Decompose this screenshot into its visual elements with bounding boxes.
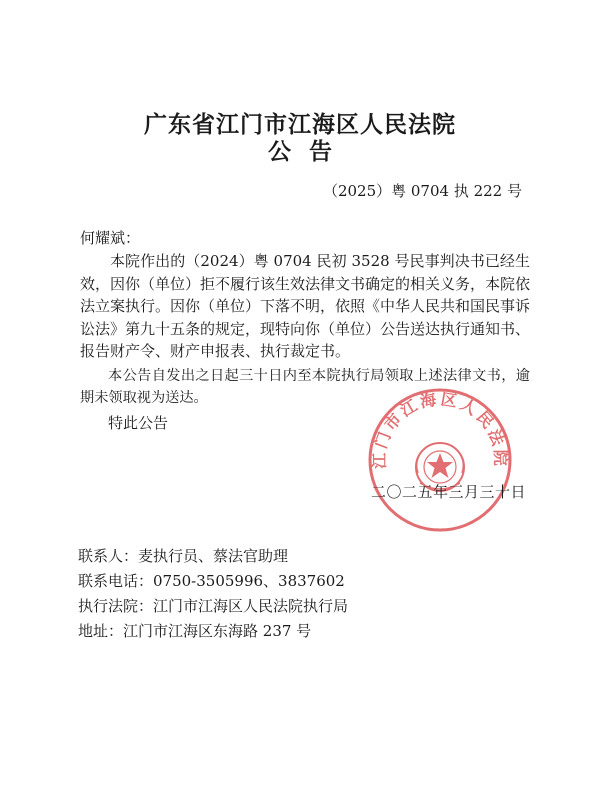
notice-paragraph-1: 本院作出的（2024）粤 0704 民初 3528 号民事判决书已经生效，因你（单位）拒不履行该生效法律文书确定的相关义务，本院依法立案执行。因你（单位）下落不明，依照《中华人民共和国民事诉讼法》第九十五条的规定，现特向你（单位）公告送达执行通知书、报告财产令、财产申报表、执行裁定书。 [80, 252, 531, 361]
executing-court: 执行法院：江门市江海区人民法院执行局 [78, 597, 349, 615]
notice-title: 公告 [268, 138, 350, 165]
case-number: （2025）粤 0704 执 222 号 [322, 182, 522, 200]
issue-date: 二〇二五年三月三十日 [371, 483, 527, 501]
closing-remark: 特此公告 [108, 414, 169, 432]
notice-paragraph-2: 本公告自发出之日起三十日内至本院执行局领取上述法律文书，逾期未领取视为送达。 [80, 368, 530, 406]
addressee: 何耀斌： [80, 229, 141, 247]
court-address: 地址：江门市江海区东海路 237 号 [78, 622, 312, 640]
contact-phone: 联系电话：0750-3505996、3837602 [78, 572, 345, 590]
court-title: 广东省江门市江海区人民法院 [144, 111, 456, 138]
contact-person: 联系人：麦执行员、蔡法官助理 [78, 547, 289, 565]
seal-text: 江门市江海区人民法院 [369, 389, 511, 469]
court-seal [365, 385, 515, 535]
